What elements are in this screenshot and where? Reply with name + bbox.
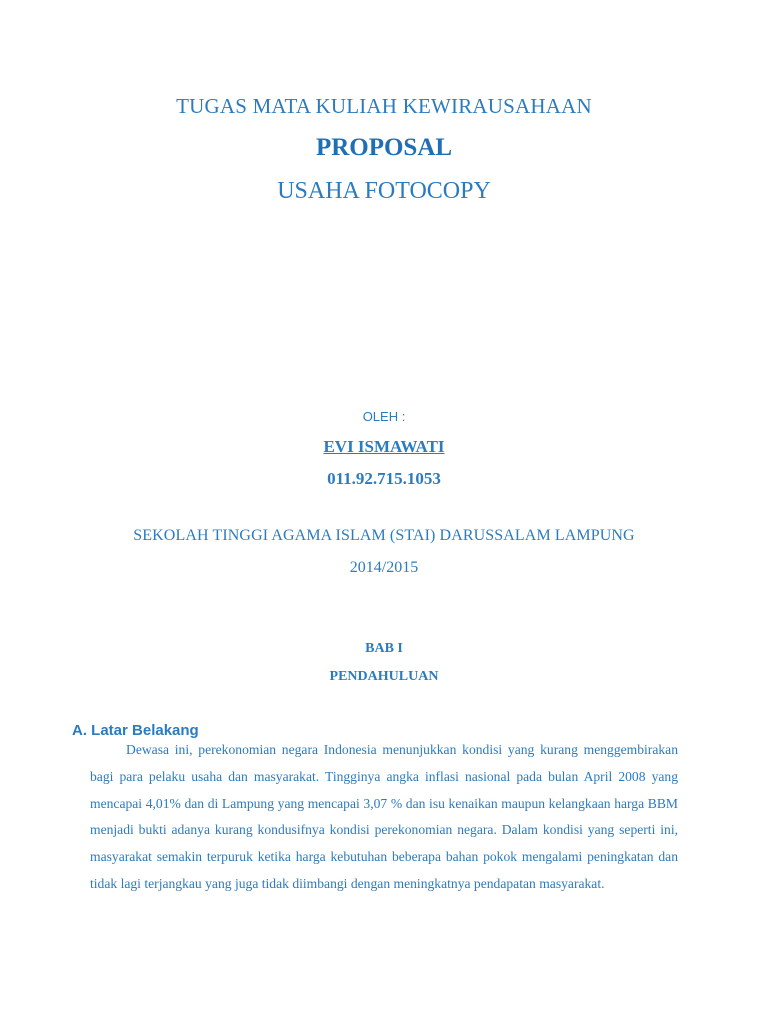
institution-name: SEKOLAH TINGGI AGAMA ISLAM (STAI) DARUSSALAM LAMPUNG: [133, 527, 635, 544]
by-label: OLEH :: [362, 409, 406, 424]
chapter-number: BAB I: [365, 641, 403, 656]
document-type: PROPOSAL: [315, 134, 453, 161]
chapter-title: PENDAHULUAN: [329, 669, 439, 684]
proposal-subject: USAHA FOTOCOPY: [277, 178, 491, 204]
section-heading: A. Latar Belakang: [72, 722, 199, 739]
student-id: 011.92.715.1053: [327, 469, 441, 488]
academic-year: 2014/2015: [349, 559, 419, 576]
course-title: TUGAS MATA KULIAH KEWIRAUSAHAAN: [176, 94, 592, 118]
author-name-line: [0, 437, 768, 457]
body-paragraph: Dewasa ini, perekonomian negara Indonesia menunjukkan kondisi yang kurang menggembirakan bagi para pelaku usaha dan masyarakat. Tingginya angka inflasi nasional pada bulan April 2008 yang mencapai 4,01% dan di Lampung yang mencapai 3,07 % dan isu kenaikan maupun kelangkaan harga BBM menjadi bukti adanya kurang kondusifnya kondisi perekonomian negara. Dalam kondisi yang seperti ini, masyarakat semakin terpuruk ketika harga kebutuhan beberapa bahan pokok mengalami peningkatan dan tidak lagi terjangkau yang juga tidak diimbangi dengan meningkatnya pendapatan masyarakat.: [90, 742, 678, 891]
author-name: EVI ISMAWATI: [323, 437, 445, 456]
